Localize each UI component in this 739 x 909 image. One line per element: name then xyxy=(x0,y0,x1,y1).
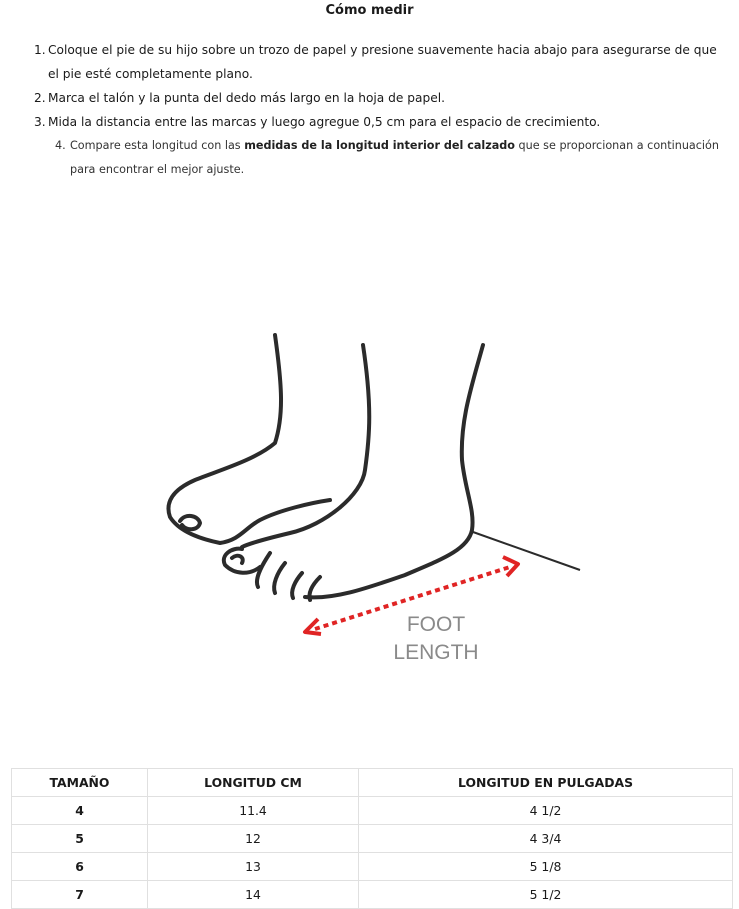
table-row xyxy=(12,881,733,909)
table-header-row xyxy=(12,769,733,797)
cm-cell: 14 xyxy=(148,881,359,909)
size-cell: 7 xyxy=(12,881,148,909)
inches-cell: 4 1/2 xyxy=(359,797,733,825)
cm-cell: 13 xyxy=(148,853,359,881)
foot-drawing xyxy=(150,325,600,675)
instructions-list xyxy=(0,38,739,182)
step-number: 2. xyxy=(34,91,46,105)
heel-marker-line xyxy=(473,532,580,570)
step-text: el pie esté completamente plano. xyxy=(48,67,253,81)
step-number: 4. xyxy=(55,139,66,152)
step-4 xyxy=(0,134,739,158)
size-cell: 4 xyxy=(12,797,148,825)
step-text: Coloque el pie de su hijo sobre un trozo de papel y presione suavemente hacia abajo para asegurarse de que xyxy=(48,43,717,57)
step-emphasis: medidas de la longitud interior del calzado xyxy=(244,139,515,152)
step-1-continuation xyxy=(0,62,739,86)
inches-cell: 5 1/2 xyxy=(359,881,733,909)
header-size: TAMAÑO xyxy=(12,769,148,797)
step-number: 3. xyxy=(34,115,46,129)
cm-cell: 11.4 xyxy=(148,797,359,825)
step-text: para encontrar el mejor ajuste. xyxy=(70,163,245,176)
table-row xyxy=(12,797,733,825)
header-length-inches: LONGITUD EN PULGADAS xyxy=(359,769,733,797)
size-cell: 5 xyxy=(12,825,148,853)
step-4-continuation xyxy=(0,158,739,182)
size-chart-table xyxy=(11,768,733,909)
table-row xyxy=(12,825,733,853)
figure-label-line2: LENGTH xyxy=(393,641,479,664)
foot-length-illustration xyxy=(150,325,600,675)
step-text: Compare esta longitud con las xyxy=(70,139,245,152)
header-length-cm: LONGITUD CM xyxy=(148,769,359,797)
step-number: 1. xyxy=(34,43,46,57)
step-text: Mida la distancia entre las marcas y luego agregue 0,5 cm para el espacio de crecimiento. xyxy=(48,115,601,129)
page-title: Cómo medir xyxy=(325,3,414,18)
feet-outline xyxy=(168,335,483,600)
step-1 xyxy=(0,38,739,62)
step-text: Marca el talón y la punta del dedo más largo en la hoja de papel. xyxy=(48,91,445,105)
inches-cell: 4 3/4 xyxy=(359,825,733,853)
table-row xyxy=(12,853,733,881)
step-2 xyxy=(0,86,739,110)
size-cell: 6 xyxy=(12,853,148,881)
cm-cell: 12 xyxy=(148,825,359,853)
inches-cell: 5 1/8 xyxy=(359,853,733,881)
step-3 xyxy=(0,110,739,134)
step-text: que se proporcionan a continuación xyxy=(515,139,719,152)
figure-label-line1: FOOT xyxy=(406,613,466,636)
